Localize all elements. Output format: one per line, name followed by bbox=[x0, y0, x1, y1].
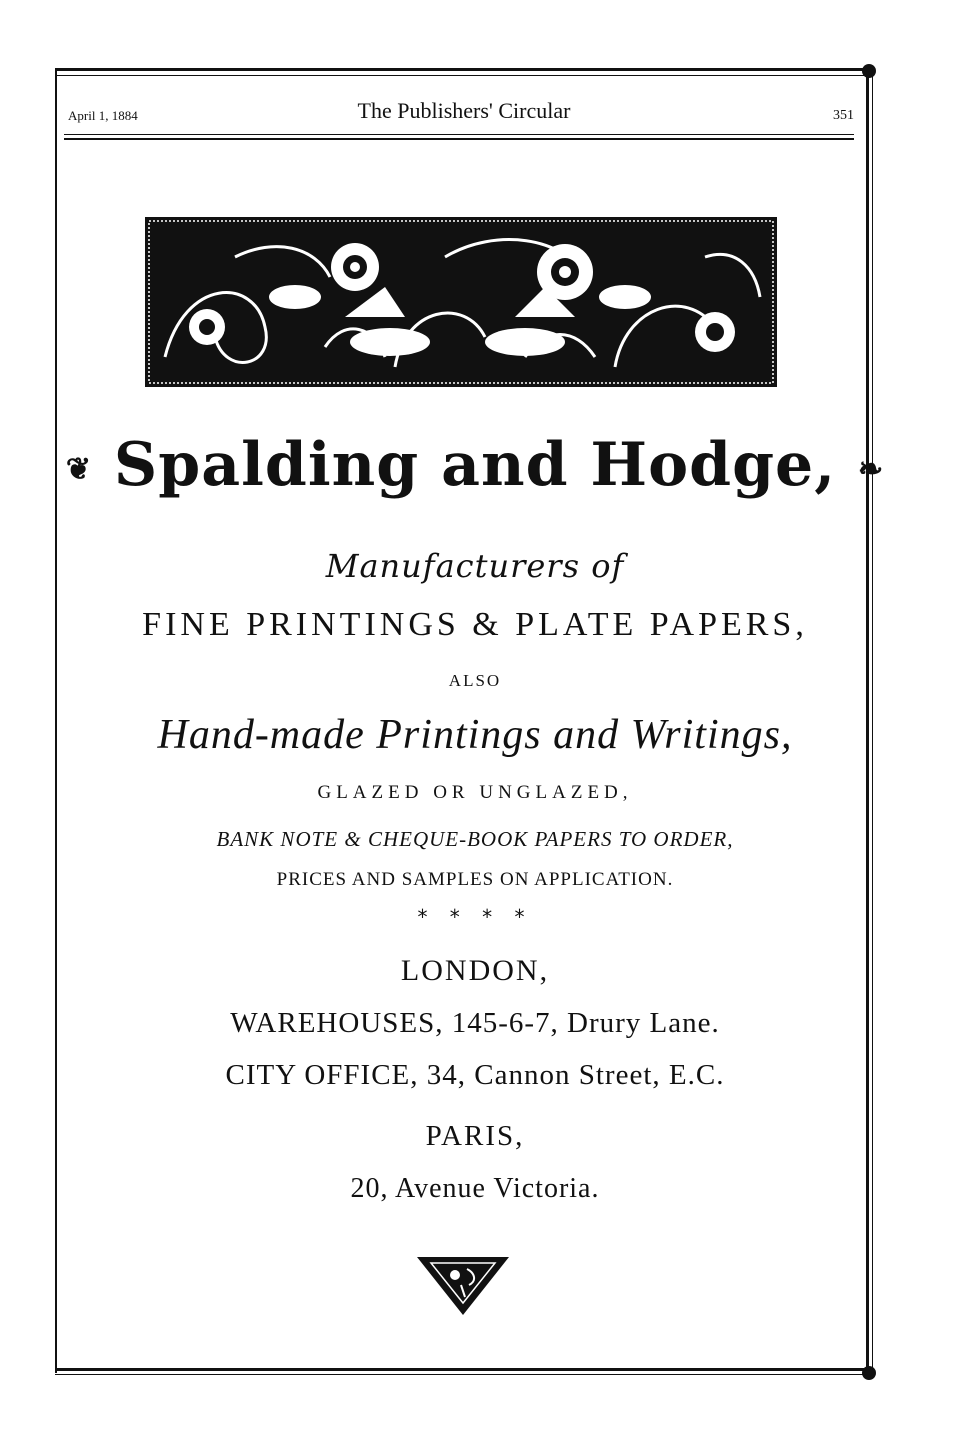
decorative-engraving-illustration bbox=[145, 217, 777, 387]
handmade-line: Hand-made Printings and Writings, bbox=[157, 712, 793, 758]
frame-bottom-rule-thin bbox=[55, 1374, 870, 1375]
london-heading: LONDON, bbox=[400, 954, 550, 987]
running-header bbox=[64, 96, 854, 128]
frame-left-rule bbox=[55, 68, 57, 1373]
asterisks-separator: * * * * bbox=[417, 905, 533, 929]
header-rule bbox=[64, 134, 854, 135]
firm-name-text: Spalding and Hodge, bbox=[113, 430, 837, 500]
header-publication-title: The Publishers' Circular bbox=[357, 98, 571, 123]
frame-top-rule-thin bbox=[55, 75, 870, 76]
manufacturers-of-line: Manufacturers of bbox=[325, 547, 625, 585]
paris-address: 20, Avenue Victoria. bbox=[350, 1173, 600, 1204]
warehouses-address: WAREHOUSES, 145-6-7, Drury Lane. bbox=[230, 1007, 720, 1039]
firm-name-heading bbox=[60, 430, 890, 500]
header-page-number: 351 bbox=[833, 108, 854, 123]
corner-ornament-bottom bbox=[862, 1366, 876, 1380]
also-line: ALSO bbox=[448, 671, 502, 690]
tailpiece-ornament-icon bbox=[417, 1255, 509, 1317]
prices-line: PRICES AND SAMPLES ON APPLICATION. bbox=[276, 869, 674, 890]
leaf-right-icon: ❧ bbox=[857, 452, 885, 487]
paris-heading: PARIS, bbox=[425, 1120, 525, 1152]
city-office-address: CITY OFFICE, 34, Cannon Street, E.C. bbox=[225, 1059, 725, 1091]
fine-papers-line: FINE PRINTINGS & PLATE PAPERS, bbox=[142, 606, 808, 643]
header-date: April 1, 1884 bbox=[68, 108, 138, 123]
bank-note-line: BANK NOTE & CHEQUE-BOOK PAPERS TO ORDER, bbox=[216, 827, 734, 851]
header-rule-double bbox=[64, 138, 854, 140]
corner-ornament-top bbox=[862, 64, 876, 78]
leaf-left-icon: ❦ bbox=[65, 452, 93, 487]
frame-top-rule bbox=[55, 68, 870, 71]
glazed-line: GLAZED OR UNGLAZED, bbox=[317, 782, 633, 803]
frame-bottom-rule bbox=[55, 1368, 870, 1371]
